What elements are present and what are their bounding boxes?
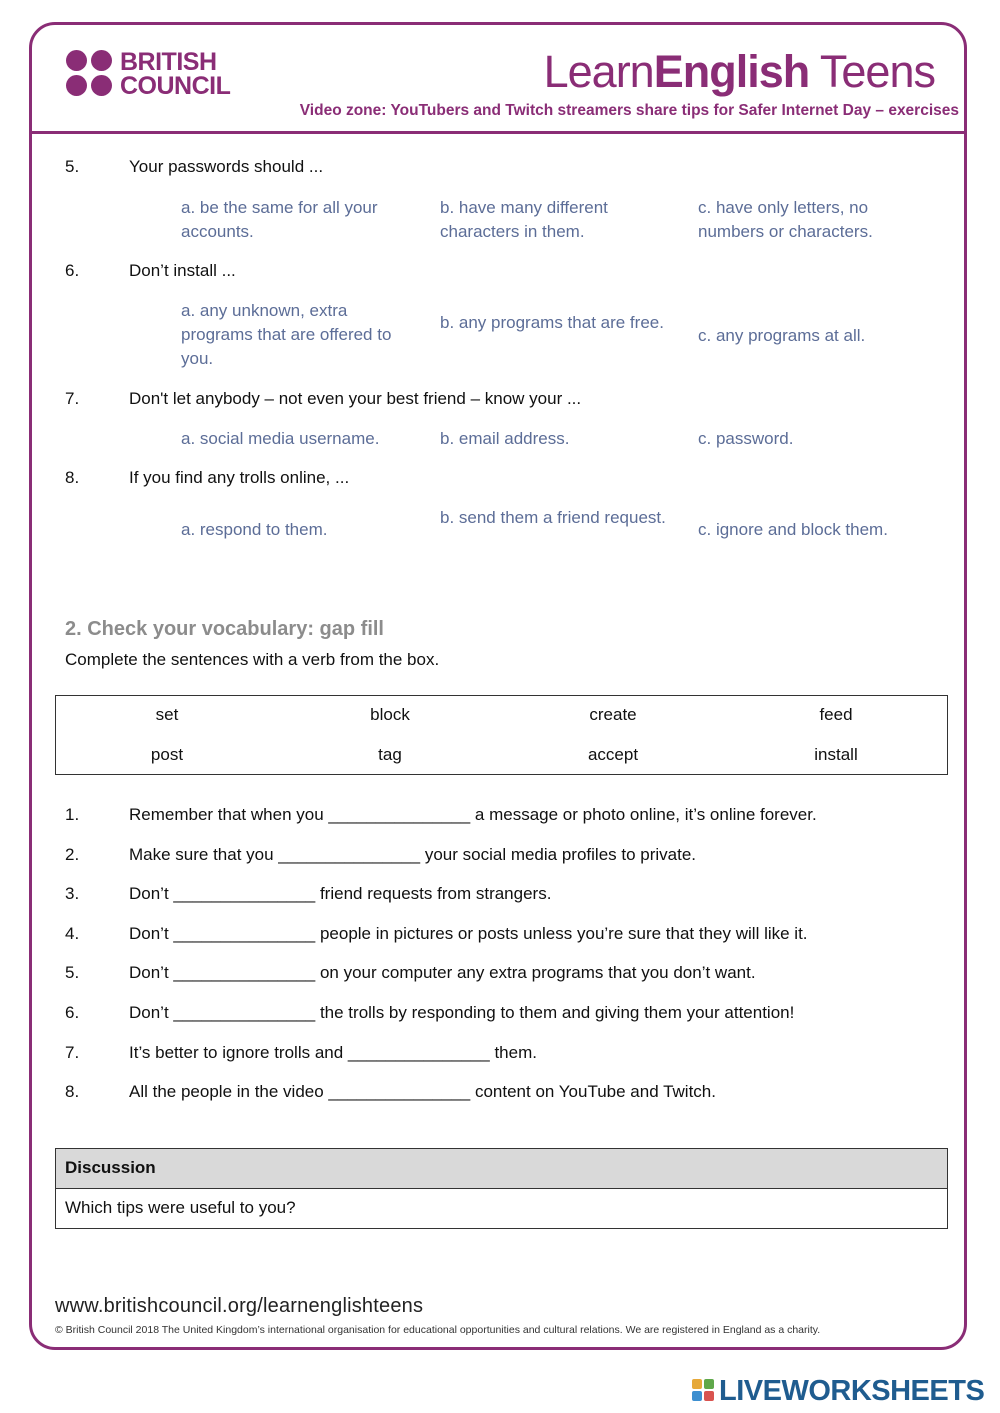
option-b[interactable]: b. send them a friend request.	[440, 508, 666, 527]
question-stem: Don’t install ...	[129, 261, 236, 280]
sentence-text: Don’t _______________ friend requests from strangers.	[129, 884, 552, 903]
header-divider	[29, 131, 967, 134]
word-item: set	[155, 705, 179, 724]
discussion-table	[55, 1148, 948, 1229]
discussion-heading: Discussion	[65, 1158, 156, 1177]
logo-line-1: BRITISH	[120, 48, 217, 76]
brand-english: English	[653, 46, 810, 97]
sentence-number: 1.	[65, 805, 80, 824]
option-a[interactable]: a. be the same for all your accounts.	[181, 198, 378, 241]
discussion-question: Which tips were useful to you?	[65, 1198, 296, 1217]
question-stem: If you find any trolls online, ...	[129, 468, 350, 487]
question-stem: Your passwords should ...	[129, 157, 324, 176]
word-item: tag	[378, 745, 402, 764]
learnenglish-teens-brand	[544, 46, 935, 98]
sentence-number: 3.	[65, 884, 80, 903]
word-box	[55, 695, 948, 775]
sentence-text: Remember that when you _______________ a message or photo online, it’s online forever.	[129, 805, 817, 824]
sentence-number: 4.	[65, 924, 80, 943]
word-item: block	[370, 705, 410, 724]
option-c[interactable]: c. any programs at all.	[698, 326, 866, 345]
word-item: create	[589, 705, 637, 724]
sentence-text: All the people in the video _______________ content on YouTube and Twitch.	[129, 1082, 716, 1101]
liveworksheets-logo	[692, 1375, 992, 1409]
option-c[interactable]: c. ignore and block them.	[698, 520, 888, 539]
brand-learn: Learn	[543, 46, 654, 97]
sentence-text: Don’t _______________ on your computer any extra programs that you don’t want.	[129, 963, 756, 982]
option-b[interactable]: b. have many different characters in them.	[440, 198, 608, 241]
word-item: post	[150, 745, 184, 764]
sentence-text: Don’t _______________ the trolls by responding to them and giving them your attention!	[129, 1003, 795, 1022]
footer-copyright: © British Council 2018 The United Kingdom’s international organisation for educational opportunities and cultural relations. We are registered in England as a charity.	[55, 1324, 821, 1336]
sentence-number: 2.	[65, 845, 80, 864]
liveworksheets-grid-icon	[692, 1379, 716, 1403]
question-number: 5.	[65, 157, 80, 176]
sentence-text: It’s better to ignore trolls and _______________ them.	[129, 1043, 537, 1062]
word-item: accept	[587, 745, 639, 764]
sentence-number: 6.	[65, 1003, 80, 1022]
sentence-number: 5.	[65, 963, 80, 982]
option-b[interactable]: b. any programs that are free.	[440, 313, 664, 332]
section-2-title: 2. Check your vocabulary: gap fill	[65, 618, 384, 640]
question-number: 8.	[65, 468, 80, 487]
question-number: 7.	[65, 389, 80, 408]
option-a[interactable]: a. social media username.	[181, 429, 380, 448]
footer-url[interactable]: www.britishcouncil.org/learnenglishteens	[55, 1295, 424, 1317]
option-a[interactable]: a. respond to them.	[181, 520, 328, 539]
british-council-wordmark	[120, 50, 230, 98]
sentence-text: Don’t _______________ people in pictures or posts unless you’re sure that they will like it.	[129, 924, 808, 943]
question-stem: Don't let anybody – not even your best friend – know your ...	[129, 389, 582, 408]
sentence-number: 7.	[65, 1043, 80, 1062]
option-c[interactable]: c. password.	[698, 429, 794, 448]
question-number: 6.	[65, 261, 80, 280]
option-c[interactable]: c. have only letters, no numbers or characters.	[698, 198, 873, 241]
option-b[interactable]: b. email address.	[440, 429, 570, 448]
british-council-dots-icon	[66, 50, 114, 98]
sentence-text: Make sure that you _______________ your social media profiles to private.	[129, 845, 697, 864]
sentence-number: 8.	[65, 1082, 80, 1101]
brand-teens: Teens	[809, 46, 935, 97]
page-subtitle: Video zone: YouTubers and Twitch streamers share tips for Safer Internet Day – exercises	[299, 102, 959, 119]
logo-line-2: COUNCIL	[120, 72, 231, 100]
option-a[interactable]: a. any unknown, extra programs that are offered to you.	[181, 301, 392, 368]
word-item: feed	[819, 705, 853, 724]
word-item: install	[814, 745, 858, 764]
discussion-header	[56, 1149, 947, 1189]
liveworksheets-wordmark: LIVEWORKSHEETS	[719, 1375, 985, 1407]
section-2-instruction: Complete the sentences with a verb from the box.	[65, 650, 440, 669]
